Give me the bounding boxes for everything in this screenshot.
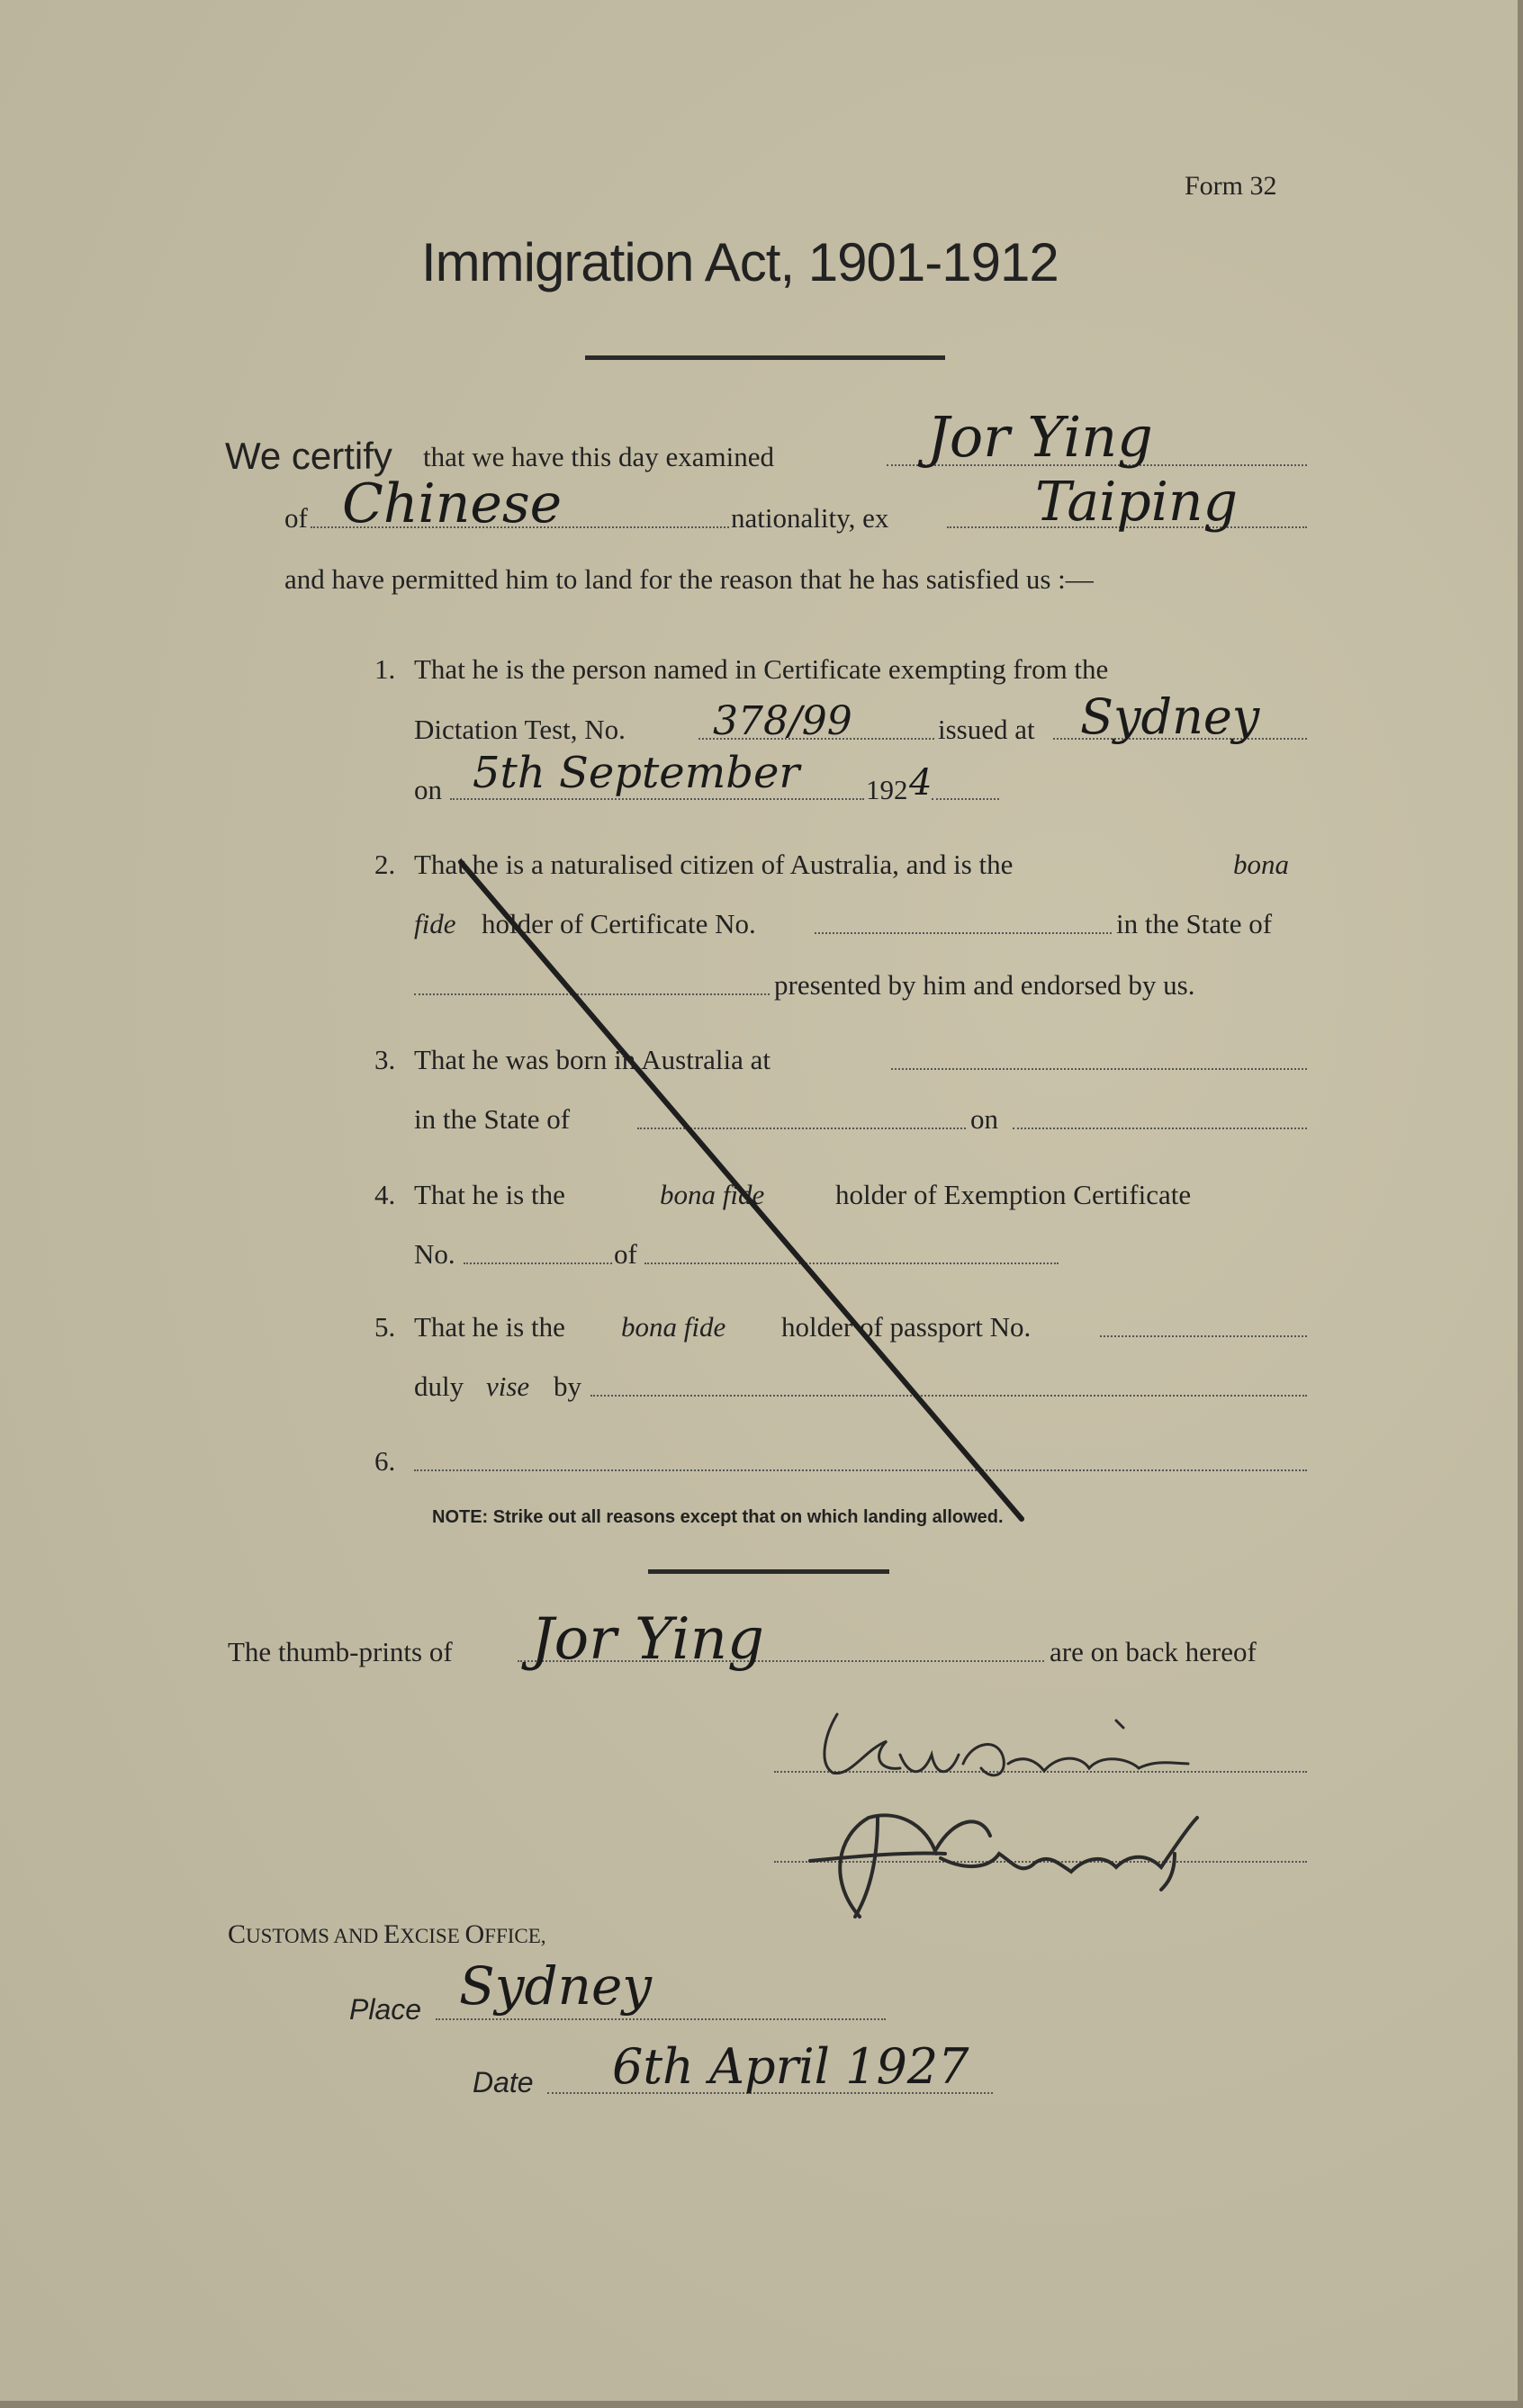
- exemption-of-line: [644, 1262, 1059, 1264]
- page-edge-right: [1518, 0, 1523, 2408]
- by-label: by: [554, 1370, 581, 1402]
- born-on-label: on: [970, 1103, 998, 1135]
- document-title: Immigration Act, 1901-1912: [421, 232, 1059, 292]
- reason-3-text: That he was born in Australia at: [414, 1044, 771, 1075]
- signature-line-2: [774, 1861, 1307, 1863]
- presented-text: presented by him and endorsed by us.: [774, 969, 1195, 1001]
- reason-4-number: 4.: [374, 1179, 396, 1210]
- year-prefix: 192: [866, 774, 908, 805]
- born-state-label: in the State of: [414, 1103, 571, 1135]
- reason-6-number: 6.: [374, 1445, 396, 1477]
- exemption-no-line: [464, 1262, 612, 1264]
- office-initial-c: C: [228, 1919, 247, 1949]
- state-line: [414, 993, 770, 995]
- date-value: 6th April 1927: [612, 2038, 969, 2095]
- place-line: [436, 2018, 886, 2020]
- reason-3-number: 3.: [374, 1044, 396, 1075]
- place-label: Place: [349, 1993, 422, 2026]
- thumb-prefix: The thumb-prints of: [228, 1636, 453, 1667]
- office-initial-o: O: [464, 1919, 485, 1949]
- reason-4-text-b: holder of Exemption Certificate: [835, 1179, 1192, 1210]
- place-value: Sydney: [459, 1955, 653, 2017]
- certify-lead: We certify: [225, 435, 392, 477]
- strike-note: NOTE: Strike out all reasons except that on which landing allowed.: [432, 1507, 1004, 1527]
- signature-wilson: [825, 1714, 1188, 1775]
- reason-1-number: 1.: [374, 653, 396, 685]
- on-label: on: [414, 774, 442, 805]
- signature-kenny: [810, 1815, 1197, 1917]
- fide-label: fide: [414, 908, 456, 939]
- certificate-no-label: holder of Certificate No.: [482, 908, 756, 939]
- issue-date: 5th September: [473, 748, 800, 798]
- nationality-value: Chinese: [342, 472, 563, 535]
- issue-date-line: [450, 798, 864, 800]
- state-of-label: in the State of: [1116, 908, 1273, 939]
- reason-5-text-a: That he is the: [414, 1311, 565, 1343]
- reason-2-number: 2.: [374, 849, 396, 880]
- issued-place: Sydney: [1080, 688, 1260, 745]
- year-digit: 4: [909, 762, 933, 804]
- office-word-xcise: XCISE: [400, 1925, 465, 1947]
- office-word-ffice: FFICE,: [484, 1925, 546, 1947]
- examined-name: Jor Ying: [927, 404, 1153, 470]
- permitted-statement: and have permitted him to land for the reason that he has satisfied us :—: [284, 563, 1094, 595]
- of-label: of: [284, 502, 308, 534]
- born-at-line: [891, 1068, 1307, 1070]
- reason-4-text-a: That he is the: [414, 1179, 565, 1210]
- thumb-suffix: are on back hereof: [1050, 1636, 1257, 1667]
- office-initial-e: E: [383, 1919, 401, 1949]
- cert-number: 378/99: [713, 698, 852, 744]
- born-state-line: [637, 1128, 966, 1129]
- issued-at-label: issued at: [938, 714, 1035, 745]
- exemption-of-label: of: [614, 1238, 637, 1270]
- born-on-line: [1013, 1128, 1307, 1129]
- vise-by-line: [590, 1395, 1307, 1397]
- certify-text: that we have this day examined: [423, 441, 774, 472]
- reason-5-text-b: holder of passport No.: [781, 1311, 1032, 1343]
- year-line: [932, 798, 999, 800]
- bona-label: bona: [1233, 849, 1289, 880]
- duly-label: duly: [414, 1370, 464, 1402]
- nationality-label: nationality, ex: [731, 502, 889, 534]
- form-number: Form 32: [1185, 171, 1277, 201]
- office-heading: [228, 1919, 546, 1948]
- reason-6-line: [414, 1469, 1307, 1471]
- reason-5-number: 5.: [374, 1311, 396, 1343]
- thumb-name: Jor Ying: [531, 1606, 764, 1673]
- office-word-ustoms: USTOMS AND: [246, 1925, 383, 1947]
- nat-cert-line: [815, 932, 1112, 934]
- vise-label: vise: [486, 1370, 530, 1402]
- reason-1-text: That he is the person named in Certificate exempting from the: [414, 653, 1109, 685]
- signature-line-1: [774, 1771, 1307, 1773]
- ship-name: Taiping: [1035, 471, 1238, 534]
- page-edge-bottom: [0, 2401, 1523, 2408]
- passport-no-line: [1100, 1335, 1307, 1337]
- section-divider: [648, 1569, 889, 1574]
- title-underline: [585, 355, 945, 360]
- reason-5-bona-fide: bona fide: [621, 1311, 726, 1343]
- dictation-label: Dictation Test, No.: [414, 714, 626, 745]
- reason-4-bona-fide: bona fide: [660, 1179, 765, 1210]
- date-label: Date: [473, 2066, 534, 2098]
- exemption-no-label: No.: [414, 1238, 455, 1270]
- reason-2-text: That he is a naturalised citizen of Australia, and is the: [414, 849, 1014, 880]
